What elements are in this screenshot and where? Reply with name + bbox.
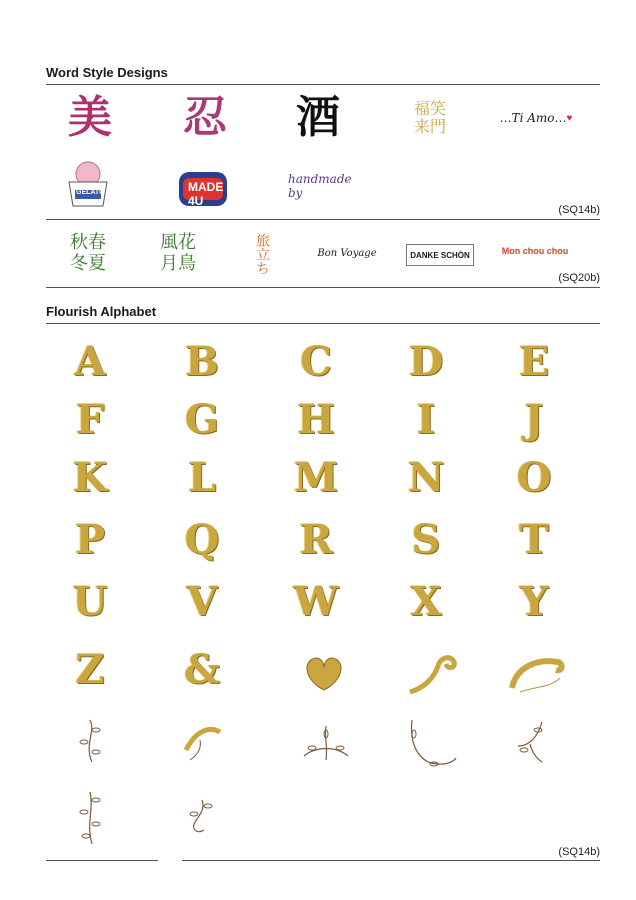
design-fuku	[398, 94, 462, 142]
flourish-letter-z: Z	[75, 645, 105, 693]
ornament-heart-flourish-icon	[296, 650, 352, 694]
handmade-text: handmade by	[288, 172, 352, 200]
vine-branch-icon	[512, 716, 552, 766]
ornament-scroll-icon	[506, 648, 566, 696]
design-bonvoyage	[312, 240, 382, 266]
kachofugetsu-text: 風花 月鳥	[160, 232, 196, 274]
code-sq14b-2: (SQ14b)	[558, 846, 600, 858]
design-seasons	[60, 228, 116, 280]
flourish-letter-e: E	[518, 337, 550, 385]
flourish-letter-w: W	[293, 577, 339, 625]
flourish-letter-n: N	[407, 453, 445, 501]
flourish-letter-a: A	[74, 337, 106, 385]
dankeschon-text: DANKE SCHÖN	[410, 250, 470, 260]
code-sq20b: (SQ20b)	[558, 272, 600, 284]
flourish-letter-h: H	[297, 395, 335, 443]
flourish-letter-m: M	[293, 453, 339, 501]
section-rule	[46, 323, 600, 324]
seasons-text: 秋春 冬夏	[70, 232, 106, 274]
flourish-letter-o: O	[516, 453, 552, 501]
design-kachofugetsu	[150, 228, 206, 280]
bonvoyage-text: Bon Voyage	[317, 247, 377, 259]
ornament-swirl-icon	[404, 648, 460, 698]
flourish-letter-q: Q	[184, 515, 220, 563]
design-bi	[60, 92, 120, 144]
flourish-letter-r: R	[299, 515, 333, 563]
design-made4u	[170, 158, 236, 210]
section-title-flourish: Flourish Alphabet	[46, 304, 157, 319]
flourish-letter-f: F	[75, 395, 105, 443]
flourish-letter-v: V	[186, 577, 218, 625]
design-sake	[288, 92, 348, 144]
gelato-cup-icon	[63, 156, 113, 210]
flourish-letter-k: K	[72, 453, 108, 501]
design-sake-text: 酒	[296, 92, 340, 143]
design-tiamo-text: …Ti Amo…	[499, 111, 567, 125]
design-handmade	[288, 166, 368, 206]
section-rule	[46, 219, 600, 220]
section-title-word-style: Word Style Designs	[46, 65, 168, 80]
design-gelato	[62, 156, 114, 210]
flourish-letter-y: Y	[519, 577, 549, 625]
flourish-letter-ampersand: &	[183, 645, 221, 693]
flourish-letter-s: S	[411, 515, 441, 563]
design-monchouchou	[498, 240, 572, 262]
design-tabidachi	[238, 228, 286, 280]
vine-ornament-icon	[298, 716, 354, 766]
design-dankeschon	[406, 244, 474, 266]
flourish-letter-j: J	[524, 395, 544, 443]
vine-stem-icon	[76, 788, 106, 848]
design-tiamo	[494, 104, 578, 132]
made4u-label: MADE 4U	[188, 180, 224, 208]
flourish-letter-d: D	[408, 337, 444, 385]
heart-icon: ♥	[566, 112, 573, 124]
tabidachi-text: 旅立ち	[254, 233, 271, 275]
design-bi-text: 美	[68, 92, 112, 143]
vine-curl-icon	[184, 796, 220, 836]
footer-rule-left	[46, 860, 158, 861]
gelato-label: GELATO	[76, 189, 105, 196]
flourish-letter-x: X	[410, 577, 442, 625]
flourish-letter-b: B	[185, 337, 219, 385]
design-fuku-text: 福笑 来門	[413, 98, 446, 136]
flourish-letter-t: T	[519, 515, 549, 563]
section-rule	[46, 287, 600, 288]
monchouchou-text: Mon chou chou	[501, 246, 569, 256]
flourish-letter-g: G	[184, 395, 220, 443]
flourish-letter-l: L	[187, 453, 217, 501]
code-sq14b-1: (SQ14b)	[558, 204, 600, 216]
footer-rule-right	[182, 860, 600, 861]
ornament-corner-icon	[180, 720, 224, 764]
vine-corner-icon	[404, 714, 460, 768]
flourish-letter-i: I	[416, 395, 436, 443]
flourish-letter-c: C	[300, 337, 332, 385]
flourish-letter-u: U	[72, 577, 108, 625]
flourish-letter-p: P	[74, 515, 106, 563]
vine-sprig-icon	[76, 716, 106, 766]
section-rule	[46, 84, 600, 85]
design-shinobu	[175, 92, 235, 144]
design-shinobu-text: 忍	[183, 92, 227, 143]
